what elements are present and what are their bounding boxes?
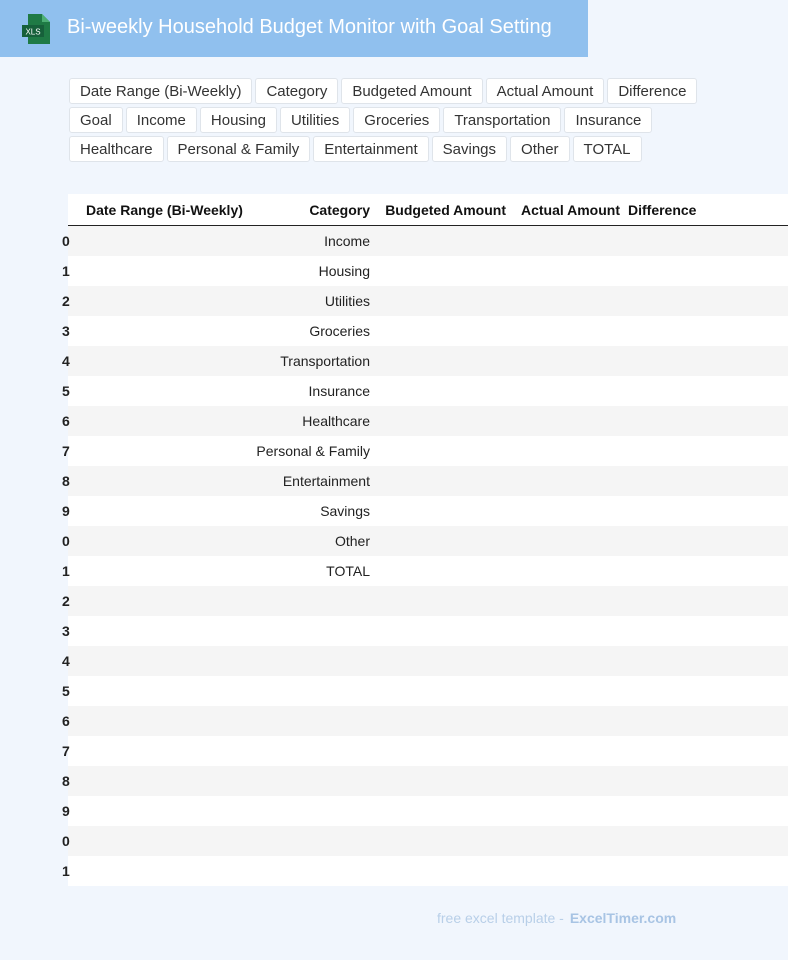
date-range-cell[interactable] — [62, 706, 256, 736]
actual-amount-cell[interactable] — [514, 436, 628, 466]
budgeted-amount-cell[interactable] — [378, 616, 514, 646]
table-row[interactable] — [68, 706, 788, 736]
row-index: 0 — [62, 233, 70, 249]
category-cell[interactable]: Utilities — [256, 286, 378, 316]
difference-cell[interactable] — [628, 556, 788, 586]
date-range-cell[interactable] — [62, 646, 256, 676]
table-row[interactable] — [68, 316, 788, 346]
actual-amount-cell[interactable] — [514, 736, 628, 766]
table-row[interactable] — [68, 766, 788, 796]
actual-amount-cell[interactable] — [514, 256, 628, 286]
budgeted-amount-cell[interactable] — [378, 796, 514, 826]
row-index: 8 — [62, 773, 70, 789]
table-row[interactable] — [68, 346, 788, 376]
actual-amount-cell[interactable] — [514, 466, 628, 496]
xls-icon-label: XLS — [25, 27, 41, 37]
table-row[interactable] — [68, 556, 788, 586]
category-cell[interactable]: Personal & Family — [256, 436, 378, 466]
actual-amount-cell[interactable] — [514, 556, 628, 586]
budgeted-amount-cell[interactable] — [378, 526, 514, 556]
actual-amount-cell[interactable] — [514, 766, 628, 796]
actual-amount-cell[interactable] — [514, 586, 628, 616]
table-row[interactable] — [68, 646, 788, 676]
difference-cell[interactable] — [628, 796, 788, 826]
tag-chip[interactable]: Budgeted Amount — [341, 78, 482, 104]
tag-chip[interactable]: Date Range (Bi-Weekly) — [69, 78, 252, 104]
date-range-cell[interactable] — [62, 376, 256, 406]
date-range-cell[interactable] — [62, 796, 256, 826]
row-index: 3 — [62, 623, 70, 639]
difference-cell[interactable] — [628, 676, 788, 706]
date-range-cell[interactable] — [62, 676, 256, 706]
column-tag-list — [69, 78, 699, 162]
date-range-cell[interactable] — [62, 826, 256, 856]
category-cell[interactable]: Healthcare — [256, 406, 378, 436]
difference-cell[interactable] — [628, 526, 788, 556]
row-index: 6 — [62, 713, 70, 729]
table-row[interactable] — [68, 616, 788, 646]
tag-chip[interactable]: Difference — [607, 78, 697, 104]
category-cell[interactable] — [256, 736, 378, 766]
col-header-budgeted-amount[interactable]: Budgeted Amount — [378, 194, 514, 226]
category-cell[interactable]: Income — [256, 226, 378, 257]
category-cell[interactable] — [256, 586, 378, 616]
date-range-cell[interactable] — [62, 586, 256, 616]
budgeted-amount-cell[interactable] — [378, 766, 514, 796]
date-range-cell[interactable] — [62, 556, 256, 586]
actual-amount-cell[interactable] — [514, 856, 628, 886]
budgeted-amount-cell[interactable] — [378, 706, 514, 736]
difference-cell[interactable] — [628, 586, 788, 616]
row-index: 7 — [62, 443, 70, 459]
actual-amount-cell[interactable] — [514, 376, 628, 406]
budgeted-amount-cell[interactable] — [378, 406, 514, 436]
footer-credit — [437, 910, 676, 926]
category-cell[interactable]: Entertainment — [256, 466, 378, 496]
date-range-cell[interactable] — [62, 496, 256, 526]
row-index: 3 — [62, 323, 70, 339]
category-cell[interactable]: Other — [256, 526, 378, 556]
actual-amount-cell[interactable] — [514, 226, 628, 257]
tag-chip[interactable]: Insurance — [564, 107, 652, 133]
category-cell[interactable] — [256, 856, 378, 886]
category-cell[interactable]: TOTAL — [256, 556, 378, 586]
difference-cell[interactable] — [628, 346, 788, 376]
footer-brand-link[interactable]: ExcelTimer.com — [569, 910, 677, 926]
budgeted-amount-cell[interactable] — [378, 826, 514, 856]
date-range-cell[interactable] — [62, 226, 256, 257]
category-cell[interactable]: Housing — [256, 256, 378, 286]
table-row[interactable] — [68, 406, 788, 436]
date-range-cell[interactable] — [62, 466, 256, 496]
actual-amount-cell[interactable] — [514, 406, 628, 436]
date-range-cell[interactable] — [62, 286, 256, 316]
table-row[interactable] — [68, 466, 788, 496]
actual-amount-cell[interactable] — [514, 646, 628, 676]
row-index: 2 — [62, 293, 70, 309]
date-range-cell[interactable] — [62, 436, 256, 466]
date-range-cell[interactable] — [62, 526, 256, 556]
tag-chip[interactable]: Utilities — [280, 107, 350, 133]
table-row[interactable] — [68, 286, 788, 316]
row-index: 9 — [62, 803, 70, 819]
row-index: 1 — [62, 863, 70, 879]
date-range-cell[interactable] — [62, 616, 256, 646]
category-cell[interactable] — [256, 826, 378, 856]
tag-chip[interactable]: Goal — [69, 107, 123, 133]
tag-chip[interactable]: Personal & Family — [167, 136, 311, 162]
budgeted-amount-cell[interactable] — [378, 466, 514, 496]
col-header-difference[interactable]: Difference — [628, 194, 788, 226]
actual-amount-cell[interactable] — [514, 496, 628, 526]
row-index: 1 — [62, 563, 70, 579]
budgeted-amount-cell[interactable] — [378, 316, 514, 346]
col-header-category[interactable]: Category — [256, 194, 378, 226]
row-index: 9 — [62, 503, 70, 519]
actual-amount-cell[interactable] — [514, 346, 628, 376]
difference-cell[interactable] — [628, 286, 788, 316]
category-cell[interactable]: Groceries — [256, 316, 378, 346]
table-row[interactable] — [68, 856, 788, 886]
date-range-cell[interactable] — [62, 766, 256, 796]
category-cell[interactable] — [256, 796, 378, 826]
table-header-row — [68, 194, 788, 226]
actual-amount-cell[interactable] — [514, 796, 628, 826]
difference-cell[interactable] — [628, 646, 788, 676]
budgeted-amount-cell[interactable] — [378, 256, 514, 286]
category-cell[interactable] — [256, 676, 378, 706]
date-range-cell[interactable] — [62, 316, 256, 346]
table-row[interactable] — [68, 676, 788, 706]
table-row[interactable] — [68, 736, 788, 766]
budgeted-amount-cell[interactable] — [378, 556, 514, 586]
row-index: 0 — [62, 833, 70, 849]
row-index: 4 — [62, 353, 70, 369]
table-row[interactable] — [68, 226, 788, 257]
category-cell[interactable] — [256, 616, 378, 646]
table-row[interactable] — [68, 586, 788, 616]
difference-cell[interactable] — [628, 256, 788, 286]
budget-table-viewport[interactable] — [62, 194, 697, 885]
table-row[interactable] — [68, 376, 788, 406]
actual-amount-cell[interactable] — [514, 826, 628, 856]
difference-cell[interactable] — [628, 826, 788, 856]
category-cell[interactable]: Transportation — [256, 346, 378, 376]
difference-cell[interactable] — [628, 226, 788, 257]
col-header-actual-amount[interactable]: Actual Amount — [514, 194, 628, 226]
budgeted-amount-cell[interactable] — [378, 286, 514, 316]
difference-cell[interactable] — [628, 406, 788, 436]
budgeted-amount-cell[interactable] — [378, 586, 514, 616]
tag-chip[interactable]: TOTAL — [573, 136, 642, 162]
budgeted-amount-cell[interactable] — [378, 676, 514, 706]
row-index: 4 — [62, 653, 70, 669]
actual-amount-cell[interactable] — [514, 706, 628, 736]
tag-chip[interactable]: Groceries — [353, 107, 440, 133]
tag-chip[interactable]: Income — [126, 107, 197, 133]
budgeted-amount-cell[interactable] — [378, 226, 514, 257]
budgeted-amount-cell[interactable] — [378, 856, 514, 886]
tag-chip[interactable]: Savings — [432, 136, 507, 162]
actual-amount-cell[interactable] — [514, 316, 628, 346]
table-row[interactable] — [68, 256, 788, 286]
page-title: Bi-weekly Household Budget Monitor with Goal Setting — [67, 16, 552, 38]
tag-chip[interactable]: Actual Amount — [486, 78, 605, 104]
category-cell[interactable] — [256, 646, 378, 676]
difference-cell[interactable] — [628, 496, 788, 526]
tag-chip[interactable]: Other — [510, 136, 570, 162]
table-row[interactable] — [68, 526, 788, 556]
table-row[interactable] — [68, 436, 788, 466]
row-index: 7 — [62, 743, 70, 759]
footer-prefix: free excel template - — [437, 910, 564, 926]
budgeted-amount-cell[interactable] — [378, 376, 514, 406]
category-cell[interactable] — [256, 766, 378, 796]
category-cell[interactable]: Savings — [256, 496, 378, 526]
tag-chip[interactable]: Category — [255, 78, 338, 104]
budgeted-amount-cell[interactable] — [378, 736, 514, 766]
budgeted-amount-cell[interactable] — [378, 496, 514, 526]
difference-cell[interactable] — [628, 736, 788, 766]
actual-amount-cell[interactable] — [514, 286, 628, 316]
difference-cell[interactable] — [628, 376, 788, 406]
actual-amount-cell[interactable] — [514, 526, 628, 556]
table-row[interactable] — [68, 796, 788, 826]
category-cell[interactable]: Insurance — [256, 376, 378, 406]
budgeted-amount-cell[interactable] — [378, 646, 514, 676]
difference-cell[interactable] — [628, 466, 788, 496]
difference-cell[interactable] — [628, 616, 788, 646]
difference-cell[interactable] — [628, 856, 788, 886]
date-range-cell[interactable] — [62, 406, 256, 436]
xls-file-icon — [22, 14, 50, 44]
row-index: 6 — [62, 413, 70, 429]
difference-cell[interactable] — [628, 706, 788, 736]
difference-cell[interactable] — [628, 316, 788, 346]
budgeted-amount-cell[interactable] — [378, 346, 514, 376]
row-index: 1 — [62, 263, 70, 279]
row-index: 5 — [62, 383, 70, 399]
actual-amount-cell[interactable] — [514, 616, 628, 646]
date-range-cell[interactable] — [62, 736, 256, 766]
budget-table — [62, 194, 788, 886]
tag-chip[interactable]: Housing — [200, 107, 277, 133]
header-bar — [0, 0, 588, 57]
difference-cell[interactable] — [628, 766, 788, 796]
date-range-cell[interactable] — [62, 856, 256, 886]
col-header-date-range[interactable]: Date Range (Bi-Weekly) — [68, 194, 256, 226]
actual-amount-cell[interactable] — [514, 676, 628, 706]
tag-chip[interactable]: Transportation — [443, 107, 561, 133]
tag-chip[interactable]: Entertainment — [313, 136, 428, 162]
date-range-cell[interactable] — [62, 256, 256, 286]
tag-chip[interactable]: Healthcare — [69, 136, 164, 162]
table-row[interactable] — [68, 496, 788, 526]
table-row[interactable] — [68, 826, 788, 856]
date-range-cell[interactable] — [62, 346, 256, 376]
category-cell[interactable] — [256, 706, 378, 736]
row-index: 5 — [62, 683, 70, 699]
row-index: 8 — [62, 473, 70, 489]
budgeted-amount-cell[interactable] — [378, 436, 514, 466]
row-index: 2 — [62, 593, 70, 609]
difference-cell[interactable] — [628, 436, 788, 466]
row-index: 0 — [62, 533, 70, 549]
